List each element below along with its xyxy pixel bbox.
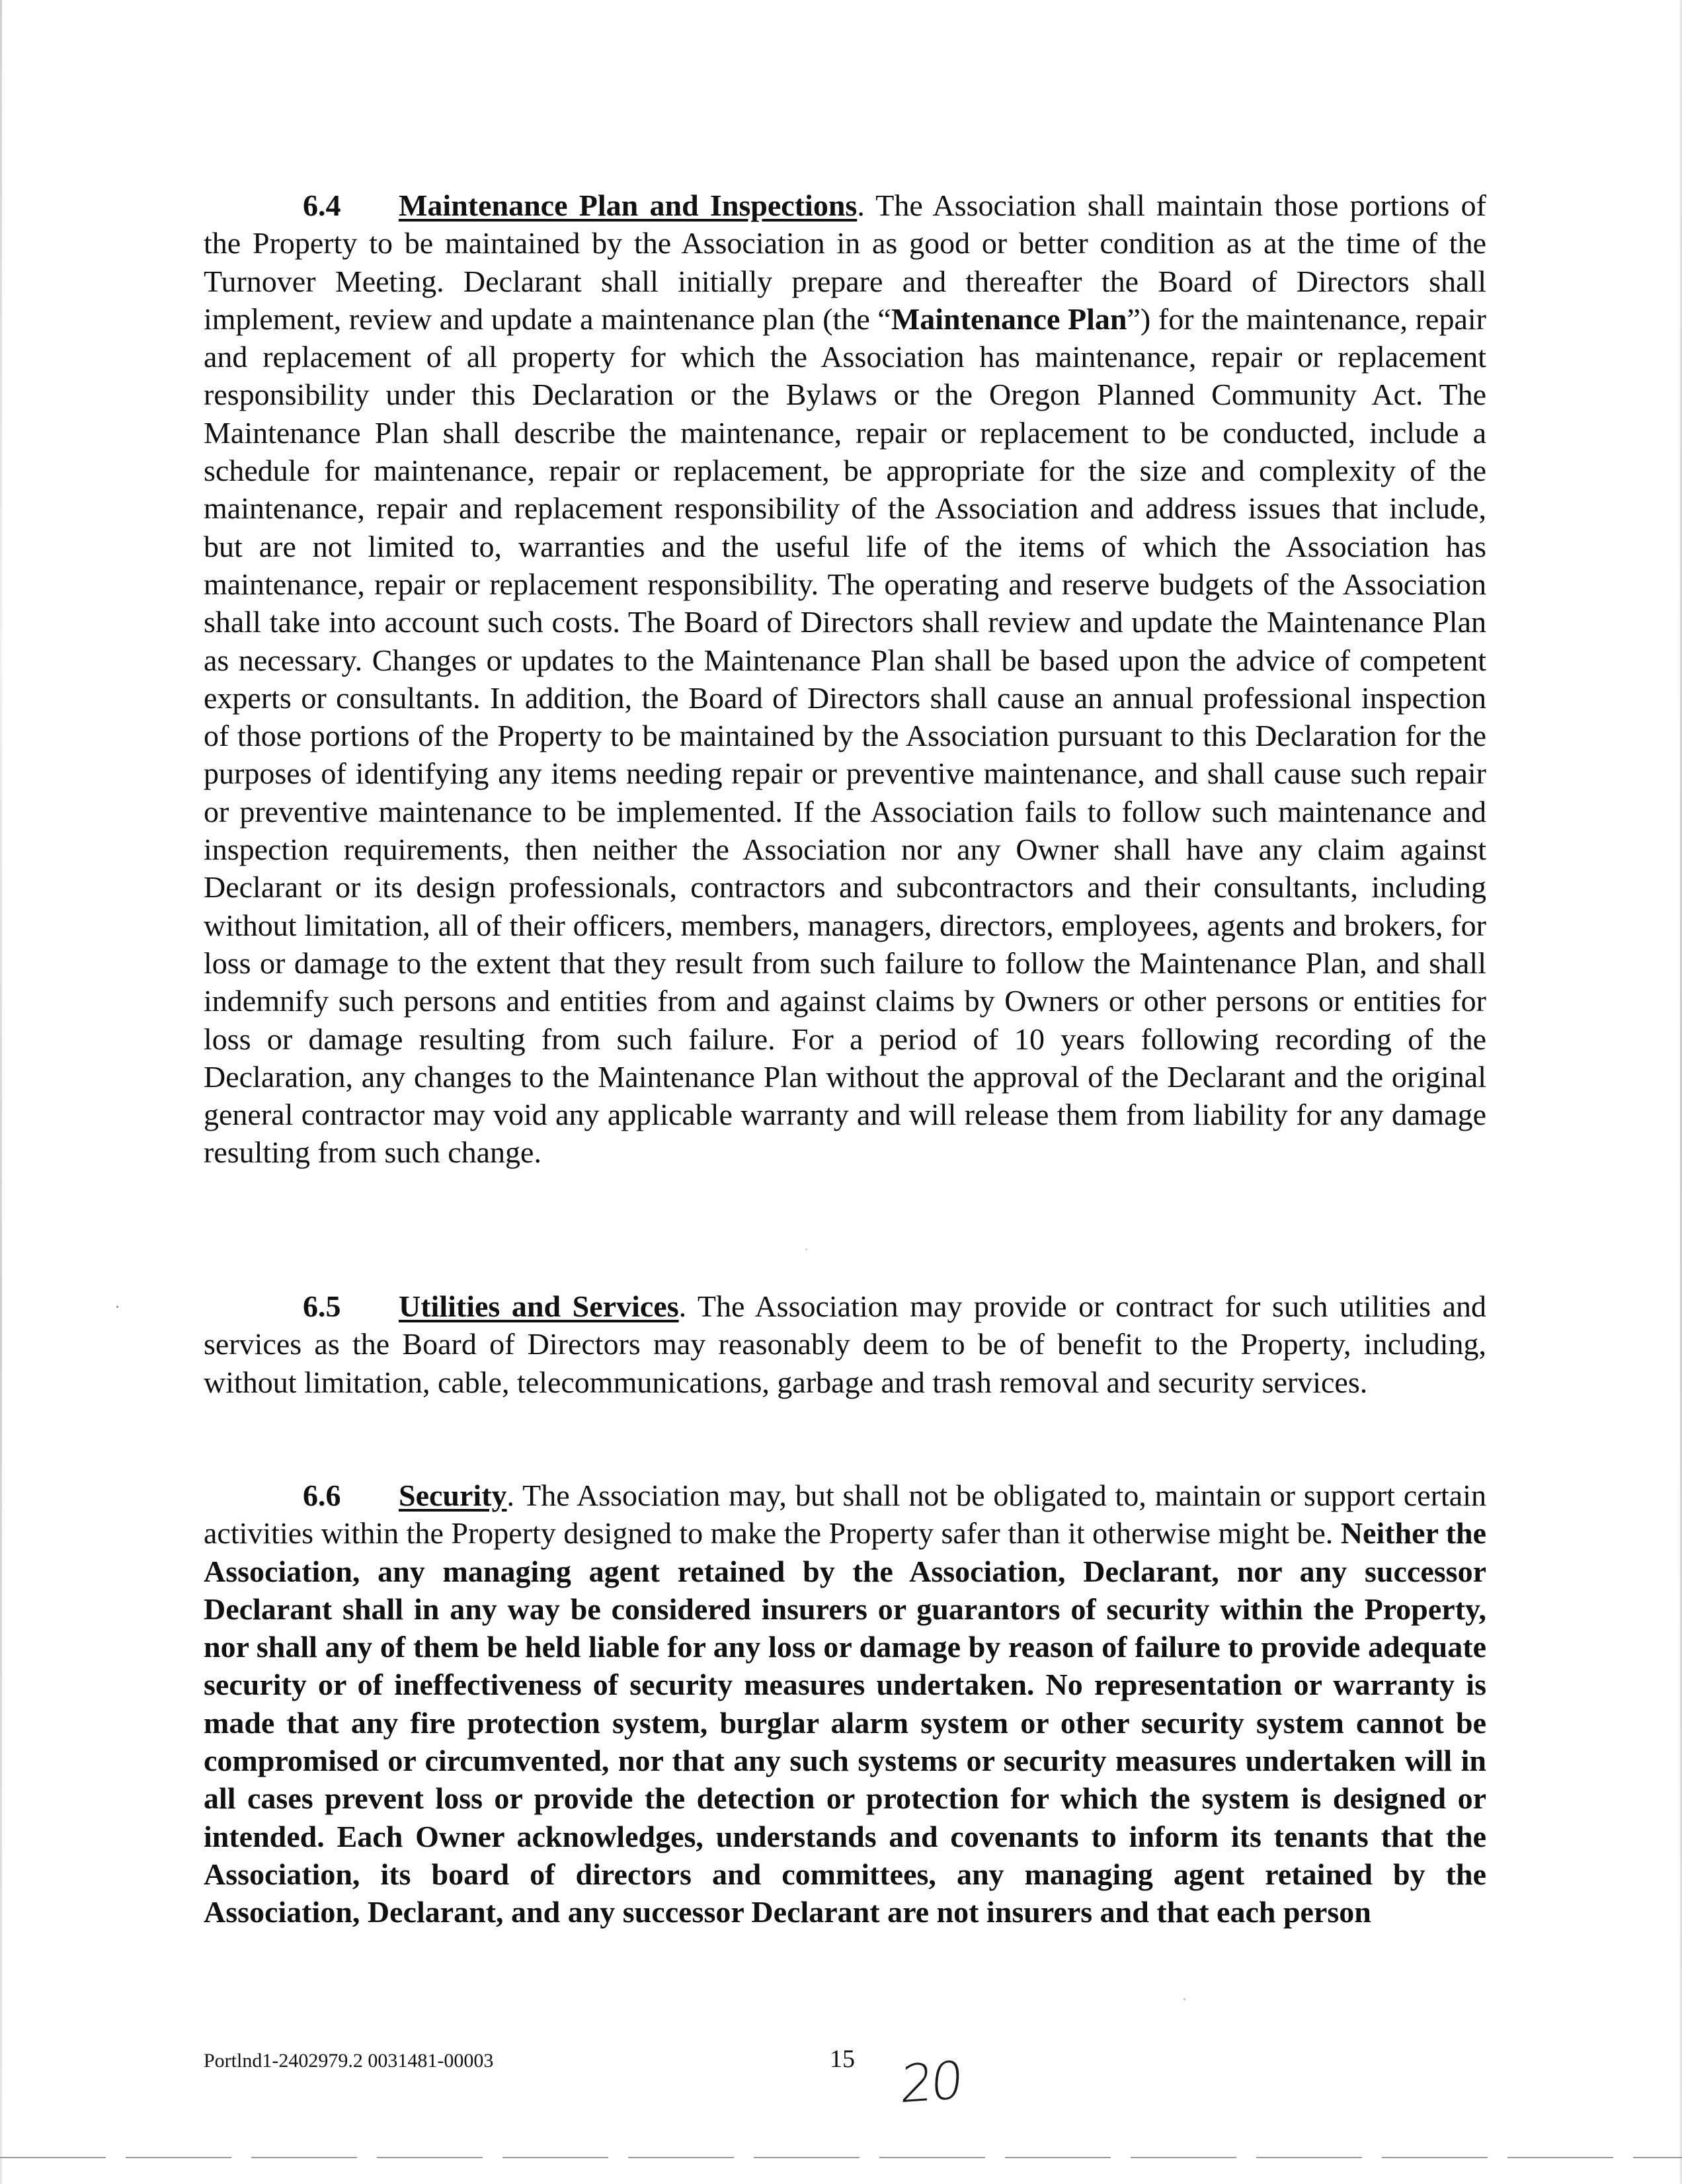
- scan-edge-bottom: [0, 2157, 1682, 2158]
- scan-speck: [1183, 1998, 1185, 2000]
- disclaimer-text: Neither the Association, any managing agent retained by the Association, Declarant, nor any successor Declarant shall in any way be considered insurers or guarantors of security within the Property, nor shall any of them be held liable for any loss or damage by reason of failure to provide adequate security or of ineffectiveness of security measures undertaken. No representation or warranty is made that any fire protection system, burglar alarm system or other security system cannot be compromised or circumvented, nor that any such systems or security measures undertaken will in all cases prevent loss or provide the detection or protection for which the system is designed or intended. Each Owner acknowledges, understands and covenants to inform its tenants that the Association, its board of directors and committees, any managing agent retained by the Association, Declarant, and any successor Declarant are not insurers and that each person: [204, 1516, 1486, 1929]
- section-title: Maintenance Plan and Inspections: [399, 188, 858, 222]
- footer-page-number: 15: [830, 2045, 855, 2073]
- scan-speck: [805, 1248, 807, 1250]
- footer-document-id: Portlnd1-2402979.2 0031481-00003: [204, 2050, 494, 2072]
- scan-edge-left: [0, 0, 2, 2184]
- section-6-4: [204, 186, 1486, 1172]
- section-number: 6.4: [303, 188, 341, 222]
- section-text: ”) for the maintenance, repair and replacement of all property for which the Association has maintenance, repair or replacement responsibility under this Declaration or the Bylaws or the Oregon Planned Community Act. The Maintenance Plan shall describe the maintenance, repair or replacement to be conducted, include a schedule for maintenance, repair or replacement, be appropriate for the size and complexity of the maintenance, repair and replacement responsibility of the Association and address issues that include, but are not limited to, warranties and the useful life of the items of which the Association has maintenance, repair or replacement responsibility. The operating and reserve budgets of the Association shall take into account such costs. The Board of Directors shall review and update the Maintenance Plan as necessary. Changes or updates to the Maintenance Plan shall be based upon the advice of competent experts or consultants. In addition, the Board of Directors shall cause an annual professional inspection of those portions of the Property to be maintained by the Association pursuant to this Declaration for the purposes of identifying any items needing repair or preventive maintenance, and shall cause such repair or preventive maintenance to be implemented. If the Association fails to follow such maintenance and inspection requirements, then neither the Association nor any Owner shall have any claim against Declarant or its design professionals, contractors and subcontractors and their consultants, including without limitation, all of their officers, members, managers, directors, employees, agents and brokers, for loss or damage to the extent that they result from such failure to follow the Maintenance Plan, and shall indemnify such persons and entities from and against claims by Owners or other persons or entities for loss or damage resulting from such failure. For a period of 10 years following recording of the Declaration, any changes to the Maintenance Plan without the approval of the Declarant and the original general contractor may void any applicable warranty and will release them from liability for any damage resulting from such change.: [204, 302, 1486, 1170]
- section-number: 6.5: [303, 1289, 341, 1323]
- section-text: . The Association may provide or contract for such utilities and services as the Board of Directors may reasonably deem to be of benefit to the Property, including, without limitation, cable, telecommunications, garbage and trash removal and security services.: [204, 1289, 1486, 1399]
- section-title: Utilities and Services: [399, 1289, 679, 1323]
- handwritten-page-number: 20: [898, 2050, 963, 2115]
- section-title: Security: [399, 1478, 507, 1512]
- section-number: 6.6: [303, 1478, 341, 1512]
- section-paragraph: [204, 1287, 1486, 1401]
- section-6-5: [204, 1287, 1486, 1401]
- section-text: . The Association shall maintain those portions of the Property to be maintained by the Association in as good or better condition as at the time of the Turnover Meeting. Declarant shall initially prepare and thereafter the Board of Directors shall implement, review and update a maintenance plan (the “: [204, 188, 1487, 336]
- section-paragraph: [204, 186, 1486, 1172]
- section-text: . The Association may, but shall not be obligated to, maintain or support certain activities within the Property designed to make the Property safer than it otherwise might be.: [204, 1478, 1486, 1551]
- section-paragraph: [204, 1476, 1486, 1931]
- section-6-6: [204, 1476, 1486, 1931]
- defined-term: Maintenance Plan: [891, 302, 1127, 336]
- scan-speck: [116, 1306, 118, 1308]
